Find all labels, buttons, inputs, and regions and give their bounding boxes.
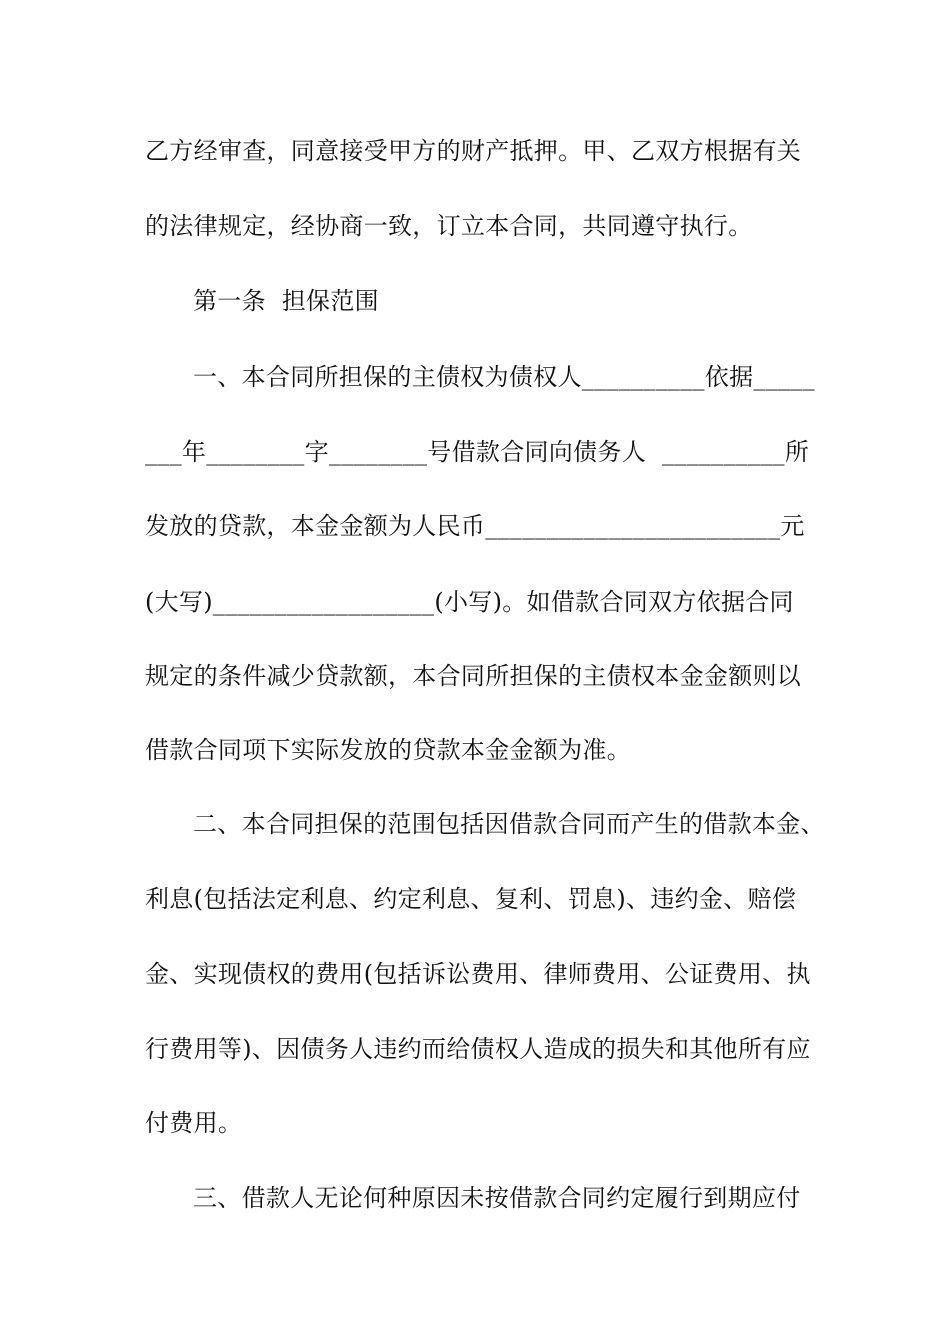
clause-text-line: 二、本合同担保的范围包括因借款合同而产生的借款本金、 [193,810,825,838]
article-heading: 第一条 担保范围 [193,287,379,315]
clause-text-line: 一、本合同所担保的主债权为债权人__________依据_____ [193,363,815,391]
clause-text-line: 行费用等)、因债务人违约而给债权人造成的损失和其他所有应 [145,1035,811,1063]
clause-text-line: 三、借款人无论何种原因未按借款合同约定履行到期应付 [193,1184,801,1212]
clause-text-line: 发放的贷款，本金金额为人民币________________________元 [145,512,805,540]
body-text-line: 的法律规定，经协商一致，订立本合同，共同遵守执行。 [145,212,753,240]
clause-text-line: 利息(包括法定利息、约定利息、复利、罚息)、违约金、赔偿 [145,885,797,913]
clause-text-line: 借款合同项下实际发放的贷款本金金额为准。 [145,736,631,764]
clause-text-line: 付费用。 [145,1109,243,1137]
clause-text-line: ___年________字________号借款合同向债务人 __________所 [145,438,810,466]
clause-text-line: 规定的条件减少贷款额，本合同所担保的主债权本金金额则以 [145,662,802,690]
body-text-line: 乙方经审查，同意接受甲方的财产抵押。甲、乙双方根据有关 [145,137,802,165]
clause-text-line: (大写)__________________(小写)。如借款合同双方依据合同 [145,588,794,616]
clause-text-line: 金、实现债权的费用(包括诉讼费用、律师费用、公证费用、执 [145,960,811,988]
